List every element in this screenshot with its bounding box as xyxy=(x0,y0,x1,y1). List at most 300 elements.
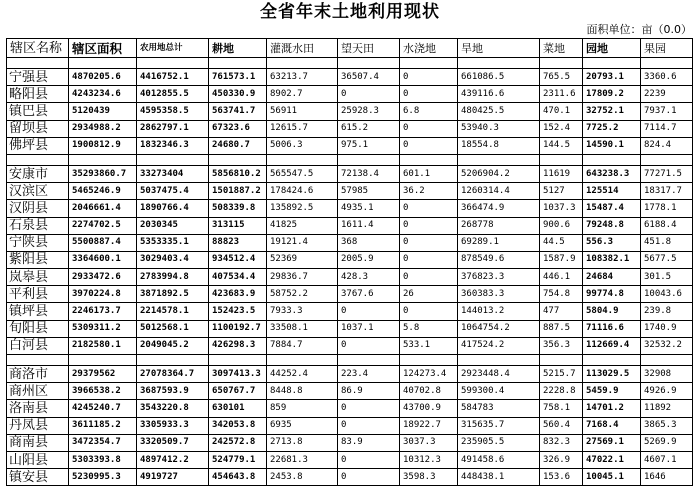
cell-dry-land: 53940.3 xyxy=(458,120,540,137)
group-separator-row xyxy=(7,355,693,366)
cell-vegetable-land: 560.4 xyxy=(540,417,583,434)
empty-cell xyxy=(69,58,137,69)
cell-orchard: 32908 xyxy=(641,366,693,383)
cell-irrigated-land: 3598.3 xyxy=(400,469,458,486)
cell-irrigated-paddy: 63213.7 xyxy=(267,69,338,86)
cell-orchard: 32532.2 xyxy=(641,337,693,354)
cell-region-name: 岚皋县 xyxy=(7,269,69,286)
cell-region-area: 2933472.6 xyxy=(69,269,137,286)
cell-farmland-total: 1890766.4 xyxy=(137,200,209,217)
table-row xyxy=(7,86,693,103)
cell-irrigated-paddy: 6935 xyxy=(267,417,338,434)
cell-cultivated: 3097413.3 xyxy=(209,366,267,383)
cell-region-area: 3364600.1 xyxy=(69,251,137,268)
table-row xyxy=(7,165,693,182)
cell-orchard: 18317.7 xyxy=(641,183,693,200)
cell-dry-land: 376823.3 xyxy=(458,269,540,286)
cell-garden-land: 47022.1 xyxy=(583,451,641,468)
cell-region-name: 石泉县 xyxy=(7,217,69,234)
cell-farmland-total: 3029403.4 xyxy=(137,251,209,268)
cell-rainfed-paddy: 72138.4 xyxy=(338,165,400,182)
cell-irrigated-paddy: 565547.5 xyxy=(267,165,338,182)
empty-cell xyxy=(137,154,209,165)
empty-cell xyxy=(641,355,693,366)
empty-cell xyxy=(7,154,69,165)
cell-region-name: 旬阳县 xyxy=(7,320,69,337)
cell-cultivated: 242572.8 xyxy=(209,434,267,451)
cell-garden-land: 556.3 xyxy=(583,234,641,251)
empty-cell xyxy=(540,355,583,366)
cell-region-name: 略阳县 xyxy=(7,86,69,103)
table-row xyxy=(7,234,693,251)
group-separator-row xyxy=(7,154,693,165)
header-garden-land: 园地 xyxy=(583,39,641,58)
cell-cultivated: 761573.1 xyxy=(209,69,267,86)
header-dry-land: 旱地 xyxy=(458,39,540,58)
header-row xyxy=(7,39,693,58)
cell-rainfed-paddy: 428.3 xyxy=(338,269,400,286)
cell-farmland-total: 2783994.8 xyxy=(137,269,209,286)
cell-region-name: 汉阴县 xyxy=(7,200,69,217)
empty-cell xyxy=(267,154,338,165)
cell-region-name: 宁强县 xyxy=(7,69,69,86)
cell-region-name: 商州区 xyxy=(7,383,69,400)
table-row xyxy=(7,251,693,268)
cell-region-area: 5303393.8 xyxy=(69,451,137,468)
cell-vegetable-land: 1587.9 xyxy=(540,251,583,268)
cell-cultivated: 342053.8 xyxy=(209,417,267,434)
group-separator-row xyxy=(7,58,693,69)
cell-irrigated-land: 0 xyxy=(400,269,458,286)
cell-irrigated-paddy: 56911 xyxy=(267,103,338,120)
empty-cell xyxy=(583,154,641,165)
cell-cultivated: 454643.8 xyxy=(209,469,267,486)
cell-vegetable-land: 5127 xyxy=(540,183,583,200)
table-row xyxy=(7,269,693,286)
cell-garden-land: 20793.1 xyxy=(583,69,641,86)
cell-farmland-total: 3687593.9 xyxy=(137,383,209,400)
empty-cell xyxy=(267,355,338,366)
cell-irrigated-land: 18922.7 xyxy=(400,417,458,434)
header-irrigated-land: 水浇地 xyxy=(400,39,458,58)
cell-garden-land: 112669.4 xyxy=(583,337,641,354)
cell-region-area: 4870205.6 xyxy=(69,69,137,86)
cell-region-area: 2182580.1 xyxy=(69,337,137,354)
cell-farmland-total: 2049045.2 xyxy=(137,337,209,354)
cell-rainfed-paddy: 975.1 xyxy=(338,137,400,154)
cell-dry-land: 1260314.4 xyxy=(458,183,540,200)
cell-garden-land: 14590.1 xyxy=(583,137,641,154)
cell-farmland-total: 1832346.3 xyxy=(137,137,209,154)
empty-cell xyxy=(137,355,209,366)
empty-cell xyxy=(583,58,641,69)
cell-vegetable-land: 2311.6 xyxy=(540,86,583,103)
cell-orchard: 1740.9 xyxy=(641,320,693,337)
cell-garden-land: 24684 xyxy=(583,269,641,286)
cell-vegetable-land: 765.5 xyxy=(540,69,583,86)
cell-vegetable-land: 44.5 xyxy=(540,234,583,251)
table-row xyxy=(7,320,693,337)
table-row xyxy=(7,103,693,120)
cell-region-area: 4243234.6 xyxy=(69,86,137,103)
cell-region-area: 4245240.7 xyxy=(69,400,137,417)
cell-irrigated-land: 0 xyxy=(400,303,458,320)
cell-dry-land: 599300.4 xyxy=(458,383,540,400)
cell-garden-land: 5459.9 xyxy=(583,383,641,400)
cell-irrigated-land: 0 xyxy=(400,200,458,217)
cell-rainfed-paddy: 223.4 xyxy=(338,366,400,383)
cell-irrigated-paddy: 44252.4 xyxy=(267,366,338,383)
cell-garden-land: 14701.2 xyxy=(583,400,641,417)
cell-garden-land: 643238.3 xyxy=(583,165,641,182)
cell-cultivated: 88823 xyxy=(209,234,267,251)
cell-farmland-total: 4416752.1 xyxy=(137,69,209,86)
cell-rainfed-paddy: 0 xyxy=(338,417,400,434)
cell-irrigated-land: 601.1 xyxy=(400,165,458,182)
cell-irrigated-land: 0 xyxy=(400,217,458,234)
cell-garden-land: 5804.9 xyxy=(583,303,641,320)
table-row xyxy=(7,217,693,234)
cell-irrigated-land: 5.8 xyxy=(400,320,458,337)
cell-garden-land: 7168.4 xyxy=(583,417,641,434)
table-row xyxy=(7,400,693,417)
cell-rainfed-paddy: 1611.4 xyxy=(338,217,400,234)
empty-cell xyxy=(458,154,540,165)
cell-irrigated-land: 0 xyxy=(400,251,458,268)
cell-orchard: 6188.4 xyxy=(641,217,693,234)
empty-cell xyxy=(400,355,458,366)
cell-rainfed-paddy: 57985 xyxy=(338,183,400,200)
cell-orchard: 301.5 xyxy=(641,269,693,286)
cell-irrigated-land: 43700.9 xyxy=(400,400,458,417)
cell-garden-land: 71116.6 xyxy=(583,320,641,337)
cell-rainfed-paddy: 3767.6 xyxy=(338,286,400,303)
land-use-table xyxy=(6,38,693,486)
empty-cell xyxy=(69,355,137,366)
cell-vegetable-land: 144.5 xyxy=(540,137,583,154)
cell-region-name: 洛南县 xyxy=(7,400,69,417)
cell-irrigated-paddy: 19121.4 xyxy=(267,234,338,251)
cell-rainfed-paddy: 0 xyxy=(338,451,400,468)
cell-rainfed-paddy: 83.9 xyxy=(338,434,400,451)
cell-irrigated-paddy: 8902.7 xyxy=(267,86,338,103)
cell-dry-land: 491458.6 xyxy=(458,451,540,468)
cell-dry-land: 18554.8 xyxy=(458,137,540,154)
cell-irrigated-paddy: 12615.7 xyxy=(267,120,338,137)
cell-irrigated-paddy: 58752.2 xyxy=(267,286,338,303)
empty-cell xyxy=(209,355,267,366)
header-orchard: 果园 xyxy=(641,39,693,58)
table-row xyxy=(7,469,693,486)
cell-cultivated: 24680.7 xyxy=(209,137,267,154)
cell-vegetable-land: 887.5 xyxy=(540,320,583,337)
empty-cell xyxy=(7,58,69,69)
empty-cell xyxy=(69,154,137,165)
cell-dry-land: 315635.7 xyxy=(458,417,540,434)
cell-dry-land: 360383.3 xyxy=(458,286,540,303)
cell-rainfed-paddy: 368 xyxy=(338,234,400,251)
cell-vegetable-land: 832.3 xyxy=(540,434,583,451)
cell-cultivated: 426298.3 xyxy=(209,337,267,354)
cell-orchard: 7937.1 xyxy=(641,103,693,120)
cell-farmland-total: 27078364.7 xyxy=(137,366,209,383)
cell-irrigated-paddy: 5006.3 xyxy=(267,137,338,154)
table-row xyxy=(7,137,693,154)
cell-irrigated-land: 3037.3 xyxy=(400,434,458,451)
cell-orchard: 5269.9 xyxy=(641,434,693,451)
cell-garden-land: 108382.1 xyxy=(583,251,641,268)
cell-orchard: 11892 xyxy=(641,400,693,417)
empty-cell xyxy=(267,58,338,69)
cell-rainfed-paddy: 0 xyxy=(338,469,400,486)
header-region-name: 辖区名称 xyxy=(7,39,69,58)
cell-region-name: 镇坪县 xyxy=(7,303,69,320)
cell-irrigated-land: 26 xyxy=(400,286,458,303)
table-row xyxy=(7,200,693,217)
table-row xyxy=(7,451,693,468)
header-vegetable-land: 菜地 xyxy=(540,39,583,58)
empty-cell xyxy=(338,355,400,366)
cell-vegetable-land: 477 xyxy=(540,303,583,320)
cell-rainfed-paddy: 86.9 xyxy=(338,383,400,400)
header-cultivated: 耕地 xyxy=(209,39,267,58)
cell-rainfed-paddy: 0 xyxy=(338,400,400,417)
cell-dry-land: 144013.2 xyxy=(458,303,540,320)
table-row xyxy=(7,337,693,354)
cell-region-area: 29379562 xyxy=(69,366,137,383)
cell-vegetable-land: 152.4 xyxy=(540,120,583,137)
cell-rainfed-paddy: 0 xyxy=(338,303,400,320)
cell-garden-land: 99774.8 xyxy=(583,286,641,303)
empty-cell xyxy=(400,58,458,69)
table-row xyxy=(7,120,693,137)
cell-farmland-total: 33273404 xyxy=(137,165,209,182)
cell-region-area: 2246173.7 xyxy=(69,303,137,320)
cell-irrigated-land: 0 xyxy=(400,137,458,154)
cell-vegetable-land: 900.6 xyxy=(540,217,583,234)
table-row xyxy=(7,383,693,400)
cell-dry-land: 439116.6 xyxy=(458,86,540,103)
cell-orchard: 10043.6 xyxy=(641,286,693,303)
cell-dry-land: 584783 xyxy=(458,400,540,417)
cell-dry-land: 417524.2 xyxy=(458,337,540,354)
cell-region-area: 3970224.8 xyxy=(69,286,137,303)
cell-garden-land: 17809.2 xyxy=(583,86,641,103)
cell-region-name: 镇巴县 xyxy=(7,103,69,120)
cell-dry-land: 480425.5 xyxy=(458,103,540,120)
empty-cell xyxy=(137,58,209,69)
cell-garden-land: 10045.1 xyxy=(583,469,641,486)
cell-vegetable-land: 11619 xyxy=(540,165,583,182)
cell-rainfed-paddy: 25928.3 xyxy=(338,103,400,120)
cell-farmland-total: 2214578.1 xyxy=(137,303,209,320)
cell-region-name: 山阳县 xyxy=(7,451,69,468)
cell-irrigated-land: 0 xyxy=(400,69,458,86)
cell-cultivated: 5856810.2 xyxy=(209,165,267,182)
cell-irrigated-paddy: 41825 xyxy=(267,217,338,234)
cell-irrigated-paddy: 178424.6 xyxy=(267,183,338,200)
cell-cultivated: 423683.9 xyxy=(209,286,267,303)
land-use-table-frame xyxy=(6,38,692,486)
cell-cultivated: 524779.1 xyxy=(209,451,267,468)
cell-irrigated-paddy: 2453.8 xyxy=(267,469,338,486)
cell-irrigated-paddy: 8448.8 xyxy=(267,383,338,400)
cell-irrigated-land: 0 xyxy=(400,234,458,251)
cell-cultivated: 630101 xyxy=(209,400,267,417)
header-rainfed-paddy: 望天田 xyxy=(338,39,400,58)
cell-farmland-total: 5012568.1 xyxy=(137,320,209,337)
cell-orchard: 451.8 xyxy=(641,234,693,251)
cell-vegetable-land: 5215.7 xyxy=(540,366,583,383)
empty-cell xyxy=(641,154,693,165)
empty-cell xyxy=(540,58,583,69)
cell-rainfed-paddy: 1037.1 xyxy=(338,320,400,337)
cell-rainfed-paddy: 36507.4 xyxy=(338,69,400,86)
cell-region-name: 商洛市 xyxy=(7,366,69,383)
cell-dry-land: 5206904.2 xyxy=(458,165,540,182)
cell-vegetable-land: 1037.3 xyxy=(540,200,583,217)
cell-region-area: 5465246.9 xyxy=(69,183,137,200)
cell-farmland-total: 2862797.1 xyxy=(137,120,209,137)
empty-cell xyxy=(583,355,641,366)
cell-irrigated-land: 36.2 xyxy=(400,183,458,200)
cell-region-area: 3472354.7 xyxy=(69,434,137,451)
cell-orchard: 1646 xyxy=(641,469,693,486)
cell-orchard: 4926.9 xyxy=(641,383,693,400)
cell-cultivated: 934512.4 xyxy=(209,251,267,268)
cell-region-name: 平利县 xyxy=(7,286,69,303)
cell-garden-land: 125514 xyxy=(583,183,641,200)
cell-irrigated-land: 124273.4 xyxy=(400,366,458,383)
cell-vegetable-land: 470.1 xyxy=(540,103,583,120)
table-row xyxy=(7,366,693,383)
cell-cultivated: 152423.5 xyxy=(209,303,267,320)
cell-vegetable-land: 356.3 xyxy=(540,337,583,354)
cell-region-area: 5120439 xyxy=(69,103,137,120)
header-region-area: 辖区面积 xyxy=(69,39,137,58)
cell-irrigated-paddy: 52369 xyxy=(267,251,338,268)
cell-region-name: 丹凤县 xyxy=(7,417,69,434)
cell-vegetable-land: 446.1 xyxy=(540,269,583,286)
cell-orchard: 3865.3 xyxy=(641,417,693,434)
empty-cell xyxy=(209,58,267,69)
cell-farmland-total: 5037475.4 xyxy=(137,183,209,200)
cell-irrigated-land: 6.8 xyxy=(400,103,458,120)
cell-rainfed-paddy: 615.2 xyxy=(338,120,400,137)
cell-dry-land: 235905.5 xyxy=(458,434,540,451)
cell-garden-land: 7725.2 xyxy=(583,120,641,137)
empty-cell xyxy=(338,58,400,69)
cell-orchard: 239.8 xyxy=(641,303,693,320)
cell-irrigated-paddy: 135892.5 xyxy=(267,200,338,217)
cell-orchard: 3360.6 xyxy=(641,69,693,86)
cell-region-name: 宁陕县 xyxy=(7,234,69,251)
cell-cultivated: 1100192.7 xyxy=(209,320,267,337)
cell-irrigated-land: 40702.8 xyxy=(400,383,458,400)
cell-farmland-total: 3871892.5 xyxy=(137,286,209,303)
cell-dry-land: 69289.1 xyxy=(458,234,540,251)
cell-region-name: 佛坪县 xyxy=(7,137,69,154)
cell-orchard: 7114.7 xyxy=(641,120,693,137)
table-row xyxy=(7,286,693,303)
cell-region-name: 紫阳县 xyxy=(7,251,69,268)
cell-vegetable-land: 2228.8 xyxy=(540,383,583,400)
cell-farmland-total: 4595358.5 xyxy=(137,103,209,120)
cell-irrigated-paddy: 7933.3 xyxy=(267,303,338,320)
cell-dry-land: 878549.6 xyxy=(458,251,540,268)
cell-orchard: 77271.5 xyxy=(641,165,693,182)
cell-farmland-total: 4012855.5 xyxy=(137,86,209,103)
unit-label: 面积单位：亩（0.0） xyxy=(586,23,692,36)
cell-region-name: 商南县 xyxy=(7,434,69,451)
cell-vegetable-land: 153.6 xyxy=(540,469,583,486)
cell-region-area: 3966538.2 xyxy=(69,383,137,400)
cell-garden-land: 27569.1 xyxy=(583,434,641,451)
cell-garden-land: 113029.5 xyxy=(583,366,641,383)
cell-farmland-total: 4919727 xyxy=(137,469,209,486)
cell-farmland-total: 3320509.7 xyxy=(137,434,209,451)
cell-region-area: 3611185.2 xyxy=(69,417,137,434)
cell-dry-land: 366474.9 xyxy=(458,200,540,217)
cell-rainfed-paddy: 4935.1 xyxy=(338,200,400,217)
cell-irrigated-paddy: 859 xyxy=(267,400,338,417)
cell-cultivated: 313115 xyxy=(209,217,267,234)
cell-rainfed-paddy: 2005.9 xyxy=(338,251,400,268)
cell-cultivated: 508339.8 xyxy=(209,200,267,217)
cell-cultivated: 563741.7 xyxy=(209,103,267,120)
cell-irrigated-paddy: 2713.8 xyxy=(267,434,338,451)
cell-cultivated: 650767.7 xyxy=(209,383,267,400)
cell-irrigated-paddy: 7884.7 xyxy=(267,337,338,354)
cell-orchard: 5677.5 xyxy=(641,251,693,268)
cell-orchard: 1778.1 xyxy=(641,200,693,217)
cell-farmland-total: 3543220.8 xyxy=(137,400,209,417)
empty-cell xyxy=(641,58,693,69)
cell-garden-land: 15487.4 xyxy=(583,200,641,217)
cell-vegetable-land: 754.8 xyxy=(540,286,583,303)
empty-cell xyxy=(540,154,583,165)
cell-region-area: 5309311.2 xyxy=(69,320,137,337)
cell-dry-land: 448438.1 xyxy=(458,469,540,486)
cell-irrigated-land: 533.1 xyxy=(400,337,458,354)
cell-garden-land: 32752.1 xyxy=(583,103,641,120)
cell-irrigated-land: 10312.3 xyxy=(400,451,458,468)
cell-cultivated: 67323.6 xyxy=(209,120,267,137)
table-row xyxy=(7,183,693,200)
cell-region-area: 2274702.5 xyxy=(69,217,137,234)
cell-vegetable-land: 326.9 xyxy=(540,451,583,468)
cell-region-area: 2934988.2 xyxy=(69,120,137,137)
cell-region-name: 白河县 xyxy=(7,337,69,354)
table-row xyxy=(7,417,693,434)
cell-region-name: 镇安县 xyxy=(7,469,69,486)
cell-farmland-total: 4897412.2 xyxy=(137,451,209,468)
cell-region-area: 35293860.7 xyxy=(69,165,137,182)
table-row xyxy=(7,303,693,320)
table-row xyxy=(7,69,693,86)
cell-orchard: 4607.1 xyxy=(641,451,693,468)
cell-region-area: 5230995.3 xyxy=(69,469,137,486)
cell-region-area: 1900812.9 xyxy=(69,137,137,154)
cell-irrigated-paddy: 22681.3 xyxy=(267,451,338,468)
cell-irrigated-land: 0 xyxy=(400,120,458,137)
cell-orchard: 2239 xyxy=(641,86,693,103)
cell-region-name: 汉滨区 xyxy=(7,183,69,200)
cell-dry-land: 268778 xyxy=(458,217,540,234)
empty-cell xyxy=(458,58,540,69)
cell-region-area: 2046661.4 xyxy=(69,200,137,217)
page-title: 全省年末土地利用现状 xyxy=(260,2,440,22)
